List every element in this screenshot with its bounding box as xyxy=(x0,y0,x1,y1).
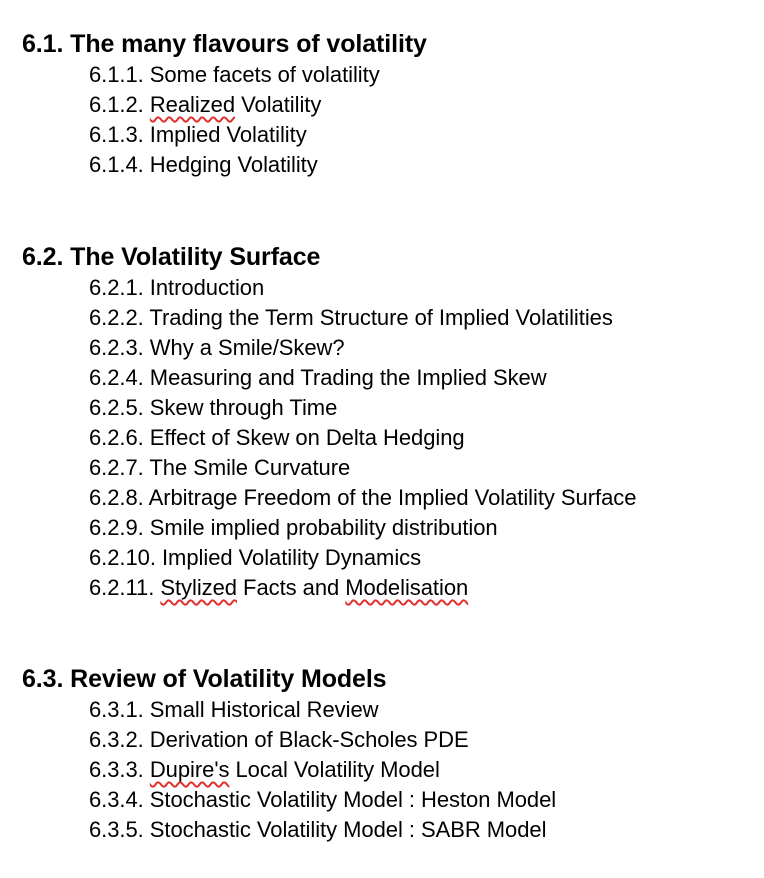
subsection-item xyxy=(89,543,636,573)
subsection-item xyxy=(89,423,636,453)
subsection-item xyxy=(89,725,556,755)
subsection-text: 6.2.1. Introduction xyxy=(89,275,265,300)
subsection-item xyxy=(89,150,380,180)
subsection-text: Volatility xyxy=(235,92,322,117)
subsection-list xyxy=(89,695,556,845)
subsection-item xyxy=(89,60,380,90)
subsection-text: 6.3.2. Derivation of Black-Scholes PDE xyxy=(89,727,469,752)
subsection-text: Facts and xyxy=(237,575,346,600)
subsection-list xyxy=(89,273,636,603)
subsection-item xyxy=(89,453,636,483)
subsection-text: 6.2.9. Smile implied probability distribution xyxy=(89,515,498,540)
subsection-text: 6.2.10. Implied Volatility Dynamics xyxy=(89,545,422,570)
subsection-item xyxy=(89,363,636,393)
section-title: 6.1. The many flavours of volatility xyxy=(22,30,427,58)
subsection-text: 6.2.2. Trading the Term Structure of Implied Volatilities xyxy=(89,305,613,330)
spellcheck-flagged-word: Stylized xyxy=(160,575,237,600)
subsection-item xyxy=(89,273,636,303)
subsection-text: 6.3.4. Stochastic Volatility Model : Heston Model xyxy=(89,787,557,812)
subsection-text: 6.2.8. Arbitrage Freedom of the Implied Volatility Surface xyxy=(89,485,637,510)
subsection-text: 6.1.2. xyxy=(89,92,150,117)
subsection-text: 6.2.11. xyxy=(89,575,161,600)
subsection-text: 6.2.3. Why a Smile/Skew? xyxy=(89,335,345,360)
spellcheck-flagged-word: Realized xyxy=(149,92,236,117)
section-title: 6.2. The Volatility Surface xyxy=(22,243,321,271)
subsection-text: 6.2.5. Skew through Time xyxy=(89,395,338,420)
subsection-item xyxy=(89,303,636,333)
spellcheck-flagged-word: Modelisation xyxy=(345,575,469,600)
subsection-text: 6.1.1. Some facets of volatility xyxy=(89,62,380,87)
subsection-item xyxy=(89,755,556,785)
subsection-item xyxy=(89,695,556,725)
subsection-item xyxy=(89,90,380,120)
subsection-text: Local Volatility Model xyxy=(229,757,440,782)
subsection-text: 6.2.4. Measuring and Trading the Implied Skew xyxy=(89,365,547,390)
subsection-text: 6.3.5. Stochastic Volatility Model : SABR Model xyxy=(89,817,547,842)
subsection-item xyxy=(89,573,636,603)
subsection-item xyxy=(89,483,636,513)
subsection-text: 6.2.7. The Smile Curvature xyxy=(89,455,351,480)
subsection-text: 6.1.4. Hedging Volatility xyxy=(89,152,318,177)
subsection-list xyxy=(89,60,380,180)
subsection-item xyxy=(89,785,556,815)
subsection-item xyxy=(89,393,636,423)
spellcheck-flagged-word: Dupire's xyxy=(149,757,230,782)
subsection-item xyxy=(89,333,636,363)
subsection-text: 6.1.3. Implied Volatility xyxy=(89,122,307,147)
section-title: 6.3. Review of Volatility Models xyxy=(22,665,387,693)
subsection-item xyxy=(89,513,636,543)
subsection-item xyxy=(89,120,380,150)
subsection-item xyxy=(89,815,556,845)
subsection-text: 6.3.1. Small Historical Review xyxy=(89,697,379,722)
subsection-text: 6.3.3. xyxy=(89,757,150,782)
subsection-text: 6.2.6. Effect of Skew on Delta Hedging xyxy=(89,425,465,450)
